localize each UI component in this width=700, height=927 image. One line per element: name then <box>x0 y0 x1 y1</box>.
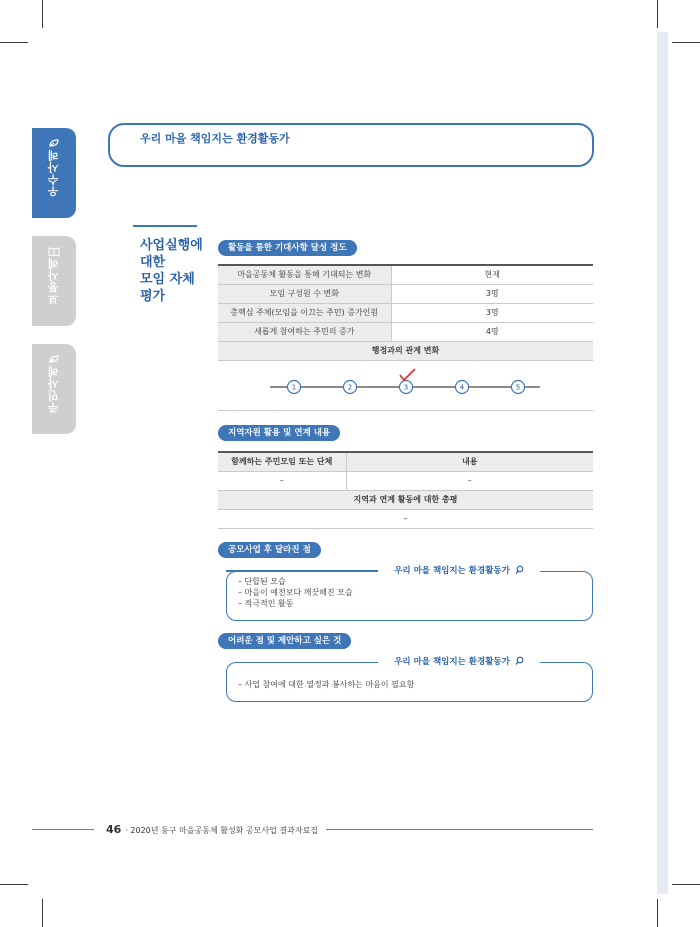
pill-changes: 공모사업 후 달라진 점 <box>218 542 321 558</box>
search-icon <box>515 565 524 574</box>
search-icon <box>515 656 524 665</box>
table-row <box>218 303 593 322</box>
book-icon <box>48 246 60 256</box>
box-title-line <box>226 570 378 572</box>
col-header-content: 내용 <box>346 452 593 471</box>
side-tab-1[interactable] <box>32 128 76 218</box>
crop-mark <box>42 899 43 927</box>
footer-title: · 2020년 동구 마을공동체 활성화 공모사업 결과자료집 <box>125 826 319 835</box>
row-label: 총핵심 주체(모임을 이끄는 주민) 증가인원 <box>218 303 391 322</box>
leaf-icon <box>48 354 60 364</box>
review-label: 지역과 연계 활동에 대한 총평 <box>218 490 593 509</box>
stage-label: 4 <box>459 383 465 392</box>
list-item: – 마을이 예전보다 깨끗해진 모습 <box>238 588 353 597</box>
table-row <box>218 284 593 303</box>
section-heading-line: 대한 <box>140 255 166 270</box>
stage-label: 2 <box>347 383 353 392</box>
stage-label: 1 <box>291 383 297 392</box>
crop-mark <box>0 884 28 885</box>
difficulties-box-title-text: 우리 마을 책임지는 환경활동가 <box>394 657 510 667</box>
side-tab-label: 보통사례 <box>47 257 60 305</box>
page-edge <box>657 32 668 894</box>
page-title: 우리 마을 책임지는 환경활동가 <box>140 132 290 145</box>
difficulties-box-title <box>378 655 540 669</box>
row-value: 3명 <box>391 284 593 303</box>
crop-mark <box>657 899 658 927</box>
row-label: 새롭게 참여하는 주민의 증가 <box>218 322 391 341</box>
row-label: 마을공동체 활동을 통해 기대되는 변화 <box>218 265 391 284</box>
pill-resources: 지역자원 활용 및 연계 내용 <box>218 425 340 441</box>
list-item: – 단합된 모습 <box>238 577 286 586</box>
crop-mark <box>42 0 43 28</box>
section-heading <box>140 237 220 305</box>
table-row <box>218 452 593 471</box>
table-row <box>218 265 593 284</box>
stage-label: 3 <box>403 383 409 392</box>
stage-scale <box>218 365 593 411</box>
table-row <box>218 509 593 528</box>
title-bar <box>108 123 594 167</box>
expectation-table <box>218 264 593 361</box>
changes-box-title-text: 우리 마을 책임지는 환경활동가 <box>394 566 510 576</box>
section-heading-line: 평가 <box>140 289 166 304</box>
changes-box-title <box>378 564 540 578</box>
side-tab-label: 주민사례 <box>47 365 60 413</box>
groups-value: – <box>218 471 346 490</box>
section-heading-line: 모임 자체 <box>140 272 195 287</box>
changes-list <box>238 576 353 609</box>
review-value: – <box>218 509 593 528</box>
page-number: 46 <box>106 823 122 836</box>
pill-expectation: 활동을 통한 기대사항 달성 정도 <box>218 240 357 256</box>
stage-label: 5 <box>515 383 521 392</box>
check-mark-icon <box>400 369 415 380</box>
difficulties-list <box>238 679 414 690</box>
table-row <box>218 322 593 341</box>
table-row <box>218 341 593 360</box>
table-row <box>218 490 593 509</box>
footer-text <box>106 823 318 836</box>
list-item: – 사업 참여에 대한 열정과 봉사하는 마음이 필요함 <box>238 680 415 689</box>
resources-table <box>218 451 593 529</box>
side-tab-2[interactable] <box>32 236 76 326</box>
list-item: – 적극적인 활동 <box>238 599 294 608</box>
row-value: 4명 <box>391 322 593 341</box>
pill-difficulties: 어려운 점 및 제안하고 싶은 것 <box>218 633 351 649</box>
footer-line <box>32 829 94 830</box>
stage-scale-graphic <box>218 365 593 411</box>
row-label: 모임 구성원 수 변화 <box>218 284 391 303</box>
section-rule <box>133 225 197 227</box>
table-row <box>218 471 593 490</box>
section-heading-line: 사업실행에 <box>140 238 203 253</box>
leaf-icon <box>48 138 60 148</box>
crop-mark <box>657 0 658 28</box>
row-value: 3명 <box>391 303 593 322</box>
content-value: – <box>346 471 593 490</box>
crop-mark <box>0 42 28 43</box>
footer-line <box>326 829 593 830</box>
admin-change-label: 행정과의 관계 변화 <box>218 341 593 360</box>
crop-mark <box>672 42 700 43</box>
crop-mark <box>672 884 700 885</box>
side-tab-3[interactable] <box>32 344 76 434</box>
row-value: 현재 <box>391 265 593 284</box>
col-header-groups: 함께하는 주민모임 또는 단체 <box>218 452 346 471</box>
side-tab-label: 우수사례 <box>47 149 60 197</box>
